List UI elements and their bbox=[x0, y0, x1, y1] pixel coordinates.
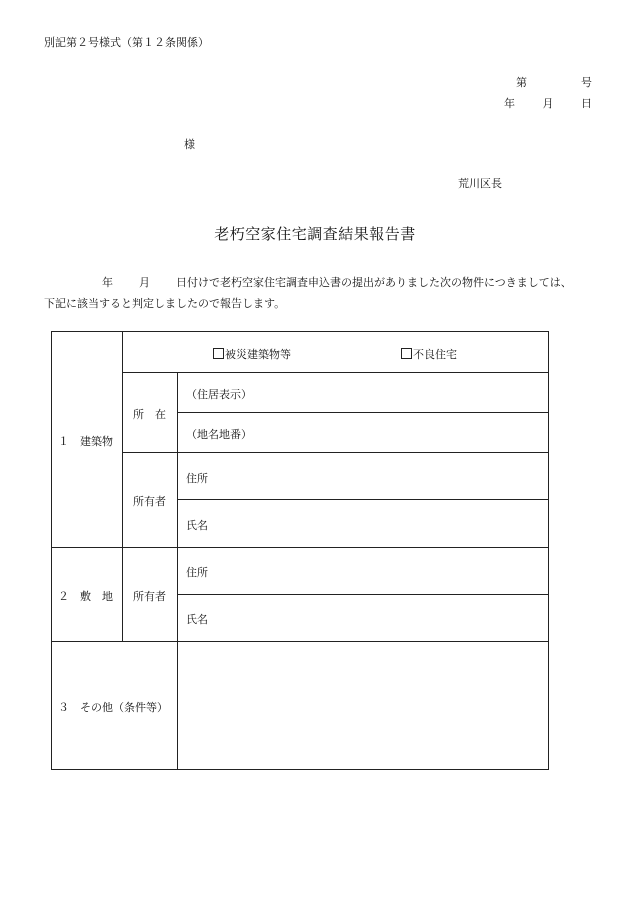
lot-number-label: （地名地番） bbox=[186, 428, 252, 441]
document-number bbox=[516, 74, 592, 90]
number-prefix: 第 bbox=[516, 76, 527, 89]
form-number-label: 別記第２号様式（第１２条関係） bbox=[44, 36, 209, 49]
checkbox-disaster-box[interactable] bbox=[213, 348, 224, 359]
checkbox-substandard[interactable] bbox=[401, 346, 457, 362]
section-building-label: １ 建築物 bbox=[58, 435, 113, 448]
body-line1-rest: 日付けで老朽空家住宅調査申込書の提出がありました次の物件につきましては、 bbox=[176, 276, 572, 289]
body-year: 年 bbox=[102, 276, 113, 289]
residence-display-label: （住居表示） bbox=[186, 388, 252, 401]
other-conditions-field[interactable] bbox=[178, 642, 548, 769]
checkbox-disaster-label: 被災建築物等 bbox=[225, 348, 291, 361]
building-owner-label: 所有者 bbox=[133, 495, 166, 508]
checkbox-substandard-box[interactable] bbox=[401, 348, 412, 359]
number-suffix: 号 bbox=[581, 76, 592, 89]
location-label: 所 在 bbox=[133, 408, 166, 421]
checkbox-disaster[interactable] bbox=[213, 346, 291, 362]
document-title: 老朽空家住宅調査結果報告書 bbox=[214, 225, 416, 243]
date-day: 日 bbox=[581, 97, 592, 110]
body-month: 月 bbox=[139, 276, 150, 289]
site-owner-address-label: 住所 bbox=[186, 566, 208, 579]
building-owner-address-label: 住所 bbox=[186, 472, 208, 485]
date-month: 月 bbox=[542, 97, 554, 110]
issuer-name: 荒川区長 bbox=[458, 177, 502, 190]
body-line-1 bbox=[44, 274, 604, 290]
addressee-suffix: 様 bbox=[184, 138, 195, 151]
body-line-2: 下記に該当すると判定しましたので報告します。 bbox=[44, 297, 286, 310]
section-site-label: ２ 敷 地 bbox=[58, 590, 113, 603]
section-other-label: ３ その他（条件等） bbox=[58, 701, 168, 714]
date-year: 年 bbox=[504, 97, 515, 110]
site-owner-name-label: 氏名 bbox=[186, 613, 208, 626]
checkbox-substandard-label: 不良住宅 bbox=[413, 348, 457, 361]
building-owner-name-label: 氏名 bbox=[186, 519, 208, 532]
site-owner-label: 所有者 bbox=[133, 590, 166, 603]
document-date bbox=[504, 95, 592, 111]
